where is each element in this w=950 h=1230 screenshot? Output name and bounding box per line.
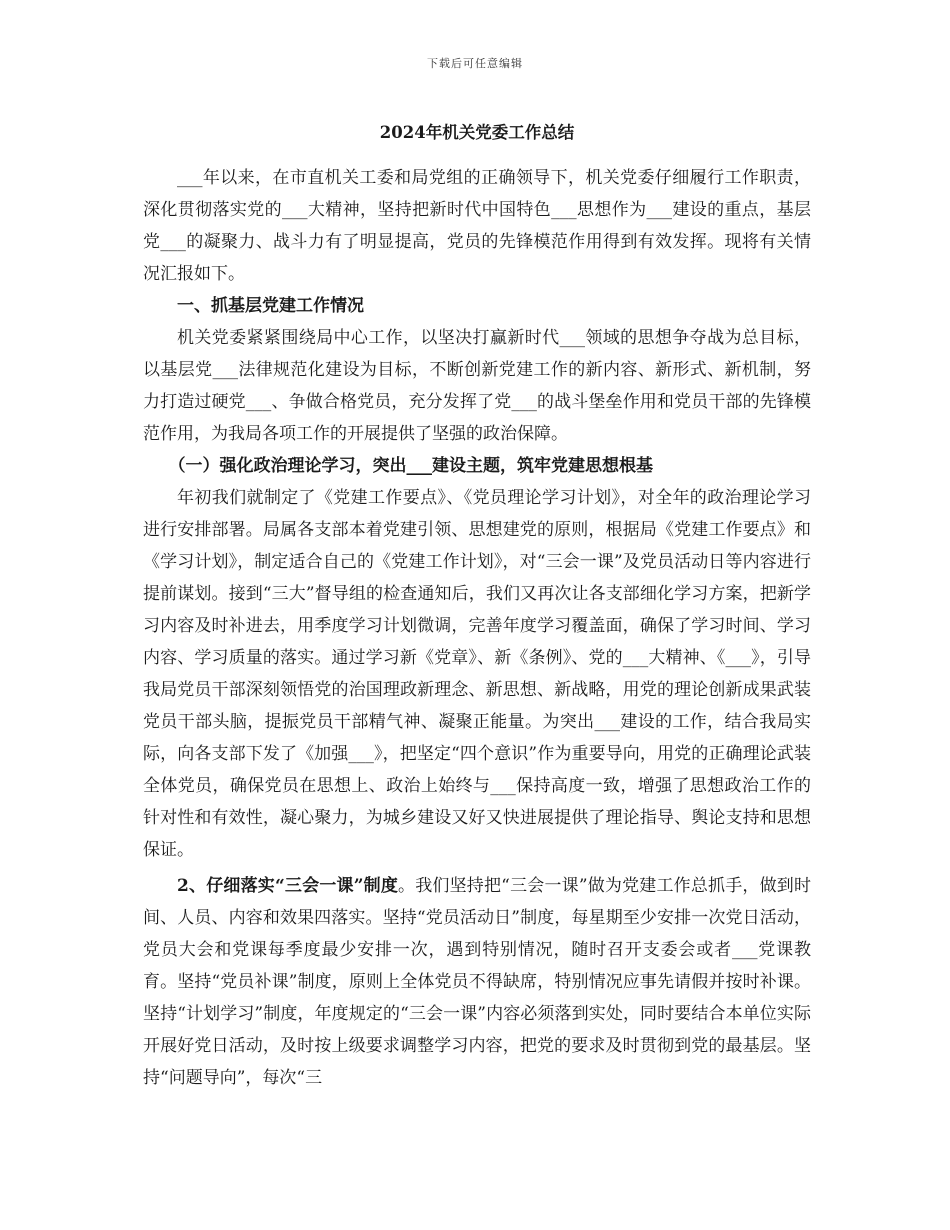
section1-heading: 一、抓基层党建工作情况 [177, 296, 364, 316]
intro-paragraph: ___年以来，在市直机关工委和局党组的正确领导下，机关党委仔细履行工作职责，深化贯彻落实党的___大精神，坚持把新时代中国特色___思想作为___建设的重点，基层党___的凝聚力、战斗力有了明显提高，党员的先锋模范作用得到有效发挥。现将有关情况汇报如下。 [143, 168, 811, 284]
subsection1-heading: （一）强化政治理论学习，突出___建设主题，筑牢党建思想根基 [168, 456, 653, 476]
item2-paragraph [143, 870, 811, 1094]
item2-body: 。我们坚持把“三会一课”做为党建工作总抓手，做到时间、人员、内容和效果四落实。坚持“党员活动日”制度，每星期至少安排一次党日活动，党员大会和党课每季度最少安排一次，遇到特别情况，随时召开支委会或者___党课教育。坚持“党员补课”制度，原则上全体党员不得缺席，特别情况应事先请假并按时补课。坚持“计划学习”制度，年度规定的“三会一课”内容必须落到实处，同时要结合本单位实际开展好党日活动，及时按上级要求调整学习内容，把党的要求及时贯彻到党的最基层。坚持“问题导向”，每次“三 [143, 876, 811, 1088]
page-header-note: 下载后可任意编辑 [427, 57, 523, 70]
item2-lead: 2、仔细落实“三会一课”制度 [177, 876, 399, 896]
document-body [143, 118, 811, 1094]
section1-paragraph: 机关党委紧紧围绕局中心工作，以坚决打赢新时代___领域的思想争夺战为总目标，以基层党___法律规范化建设为目标，不断创新党建工作的新内容、新形式、新机制，努力打造过硬党___、争做合格党员，充分发挥了党___的战斗堡垒作用和党员干部的先锋模范作用，为我局各项工作的开展提供了坚强的政治保障。 [143, 328, 811, 444]
subsection1-paragraph: 年初我们就制定了《党建工作要点》、《党员理论学习计划》，对全年的政治理论学习进行安排部署。局属各支部本着党建引领、思想建党的原则，根据局《党建工作要点》和《学习计划》，制定适合自己的《党建工作计划》，对“三会一课”及党员活动日等内容进行提前谋划。接到“三大”督导组的检查通知后，我们又再次让各支部细化学习方案，把新学习内容及时补进去，用季度学习计划微调，完善年度学习覆盖面，确保了学习时间、学习内容、学习质量的落实。通过学习新《党章》、新《条例》、党的___大精神、《___》，引导我局党员干部深刻领悟党的治国理政新理念、新思想、新战略，用党的理论创新成果武装党员干部头脑，提振党员干部精气神、凝聚正能量。为突出___建设的工作，结合我局实际，向各支部下发了《加强___》，把坚定“四个意识”作为重要导向，用党的正确理论武装全体党员，确保党员在思想上、政治上始终与___保持高度一致，增强了思想政治工作的针对性和有效性，凝心聚力，为城乡建设又好又快进展提供了理论指导、舆论支持和思想保证。 [143, 488, 811, 860]
document-title: 2024年机关党委工作总结 [379, 123, 575, 142]
